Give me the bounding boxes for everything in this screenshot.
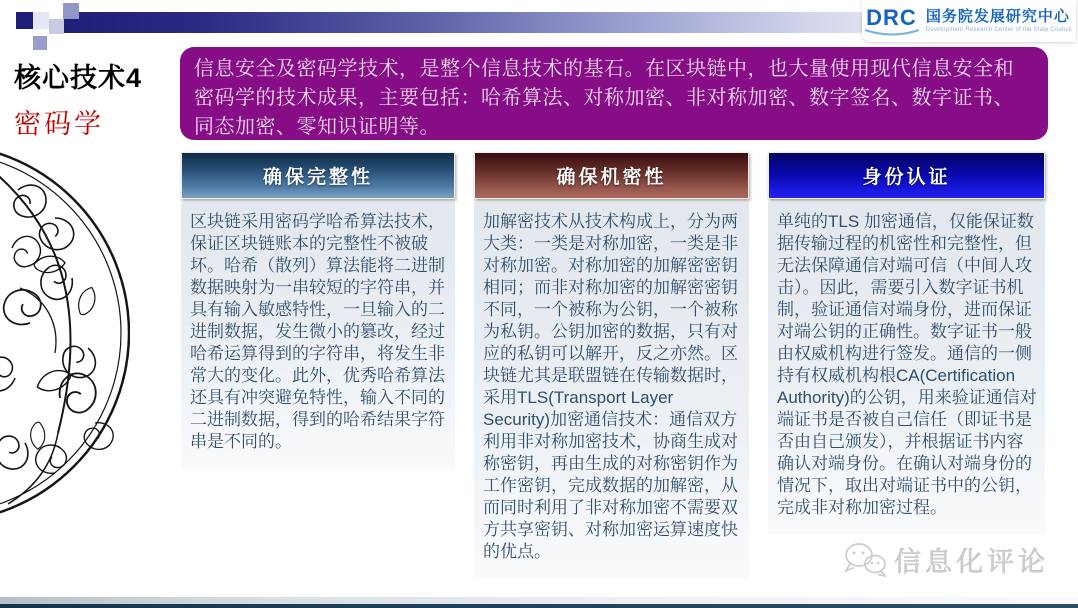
column-identity: [768, 152, 1045, 535]
column-integrity-body: 区块链采用密码学哈希算法技术，保证区块链账本的完整性不被破坏。哈希（散列）算法能将二进制数据映射为一串较短的字符串，并具有输入敏感特性，一旦输入的二进制数据，发生微小的篡改，经过哈希运算得到的字符串，将发生非常大的变化。此外，优秀哈希算法还具有冲突避免特性，输入不同的二进制数据，得到的哈希结果字符串是不同的。: [181, 202, 455, 469]
column-confidentiality-header: 确保机密性: [474, 152, 749, 199]
drc-logo-abbr: [866, 7, 917, 35]
watermark-label: 信息化评论: [894, 547, 1049, 577]
bottom-light-bar: [0, 597, 1078, 604]
drc-swoosh-icon: [863, 28, 921, 37]
column-confidentiality-body: 加解密技术从技术构成上，分为两大类：一类是对称加密，一类是非对称加密。对称加密的加解密密钥相同；而非对称加密的加解密密钥不同，一个被称为公钥，一个被称为私钥。公钥加密的数据，只有对应的私钥可以解开，反之亦然。区块链尤其是联盟链在传输数据时，采用TLS(Transport Layer Security)加密通信技术：通信双方利用非对称加密技术，协商生成对称密钥，再由生成的对称密钥作为工作密钥，完成数据的加解密，从而同时利用了非对称加密不需要双方共享密钥、对称加密运算速度快的优点。: [474, 202, 749, 579]
column-confidentiality: [474, 152, 749, 579]
column-integrity-header: 确保完整性: [181, 152, 455, 199]
page-subtitle: 密码学: [14, 109, 104, 139]
drc-name-cn: 国务院发展研究中心: [925, 7, 1070, 25]
wechat-bubbles-icon: [843, 542, 887, 578]
decor-square: [49, 19, 64, 34]
intro-banner: 信息安全及密码学技术，是整个信息技术的基石。在区块链中，也大量使用现代信息安全和密码学的技术成果，主要包括：哈希算法、对称加密、非对称加密、数字签名、数字证书、同态加密、零知识证明等。: [180, 47, 1048, 140]
title-block: [14, 56, 142, 141]
drc-logo-names: [926, 9, 1072, 33]
watermark: [843, 540, 1049, 579]
column-integrity: [181, 152, 455, 469]
decor-square: [33, 12, 49, 29]
decor-square: [33, 36, 47, 50]
page-title: 核心技术4: [14, 63, 143, 93]
column-identity-header: 身份认证: [768, 152, 1045, 199]
column-identity-body: 单纯的TLS 加密通信，仅能保证数据传输过程的机密性和完整性，但无法保障通信对端可信（中间人攻击）。因此，需要引入数字证书机制，验证通信对端身份，进而保证对端公钥的正确性。数字证书一般由权威机构进行签发。通信的一侧持有权威机构根CA(Certification Authority)的公钥，用来验证通信对端证书是否被自己信任（即证书是否由自己颁发），并根据证书内容确认对端身份。在确认对端身份的情况下，取出对端证书中的公钥，完成非对称加密过程。: [768, 202, 1045, 535]
decor-square: [63, 3, 79, 19]
decor-square: [16, 12, 33, 29]
bottom-dark-bar: [0, 604, 1078, 608]
drc-abbr-text: DRC: [866, 5, 917, 30]
drc-logo: [862, 0, 1076, 42]
drc-name-en: Development Research Center of the State Council: [925, 26, 1072, 33]
floral-medallion-decoration: [0, 138, 130, 523]
